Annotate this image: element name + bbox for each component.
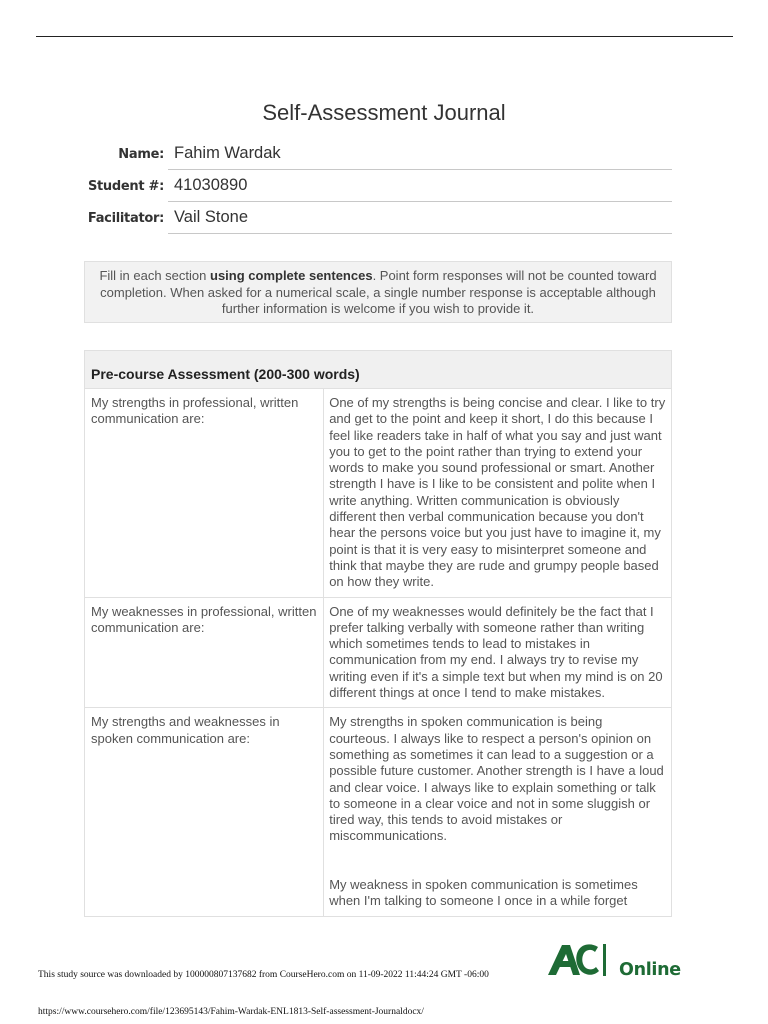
response-paragraph: One of my weaknesses would definitely be the fact that I prefer talking verbally with someone rather than writing which sometimes tends to lead to mistakes in communication from my end. I always try to revise my writing even if it's a simple text but when my mind is on 20 different things at once I tend to make mistakes. bbox=[329, 603, 663, 701]
download-notice: This study source was downloaded by 100000807137682 from CourseHero.com on 11-09-2022 11:44:24 GMT -06:00 bbox=[38, 970, 489, 980]
field-facilitator bbox=[84, 204, 672, 230]
row-prompt: My strengths in professional, written communication are: bbox=[85, 389, 324, 597]
field-value: Vail Stone bbox=[174, 208, 248, 226]
ac-logo-icon bbox=[546, 941, 602, 979]
field-value: 41030890 bbox=[174, 176, 248, 194]
field-value: Fahim Wardak bbox=[174, 144, 281, 162]
response-paragraph: My strengths in spoken communication is being courteous. I always like to respect a person's opinion on something as sometimes it can lead to a suggestion or a possible future customer. Another strength is I have a loud and clear voice. I always like to explain something or talk to someone in a clear voice and not in some sluggish or tired way, this tends to avoid mistakes or miscommunications. bbox=[329, 714, 664, 844]
table-header: Pre-course Assessment (200-300 words) bbox=[85, 351, 671, 389]
page-title: Self-Assessment Journal bbox=[262, 100, 506, 125]
logo-divider bbox=[603, 944, 606, 976]
table-row bbox=[85, 708, 671, 916]
field-label: Student #: bbox=[87, 179, 164, 194]
row-prompt: My strengths and weaknesses in spoken communication are: bbox=[85, 708, 324, 916]
field-label: Facilitator: bbox=[87, 211, 164, 226]
table-row bbox=[85, 389, 671, 598]
field-name bbox=[84, 140, 672, 166]
response-paragraph: My weakness in spoken communication is sometimes when I'm talking to someone I once in a while forget bbox=[329, 876, 638, 909]
field-student-number bbox=[84, 172, 672, 198]
field-underline bbox=[168, 201, 672, 202]
row-prompt: My weaknesses in professional, written communication are: bbox=[85, 598, 324, 708]
top-rule bbox=[36, 36, 733, 37]
source-url-link[interactable]: https://www.coursehero.com/file/123695143/Fahim-Wardak-ENL1813-Self-assessment-Journaldocx/ bbox=[38, 1007, 424, 1017]
table-row bbox=[85, 598, 671, 709]
field-label: Name: bbox=[118, 147, 164, 162]
row-response bbox=[324, 389, 671, 597]
instructions-text-start: Fill in each section bbox=[99, 268, 210, 283]
row-response bbox=[324, 708, 671, 916]
assessment-table bbox=[84, 350, 672, 917]
instructions-text-end: . Point form responses will not be counted toward completion. When asked for a numerical scale, a single number response is acceptable although further information is welcome if you wish to provide it. bbox=[100, 268, 657, 316]
field-underline bbox=[168, 233, 672, 234]
logo-text: Online bbox=[619, 960, 681, 980]
instructions-emphasis: using complete sentences bbox=[210, 268, 373, 283]
response-paragraph: One of my strengths is being concise and clear. I like to try and get to the point and keep it short, I do this because I feel like readers take in half of what you say and just want you to get to the point rather than trying to extend your words to make you sound professional or smart. Another strength I have is I like to be consistent and polite when I write anything. Written communication is obviously different then verbal communication because you don't hear the persons voice but you just have to imagine it, my point is that it is very easy to misinterpret someone and think that maybe they are rude and grumpy people based on how they write. bbox=[329, 395, 666, 590]
instructions-box bbox=[84, 261, 672, 323]
row-response bbox=[324, 598, 671, 708]
ac-online-logo bbox=[546, 941, 686, 981]
field-underline bbox=[168, 169, 672, 170]
